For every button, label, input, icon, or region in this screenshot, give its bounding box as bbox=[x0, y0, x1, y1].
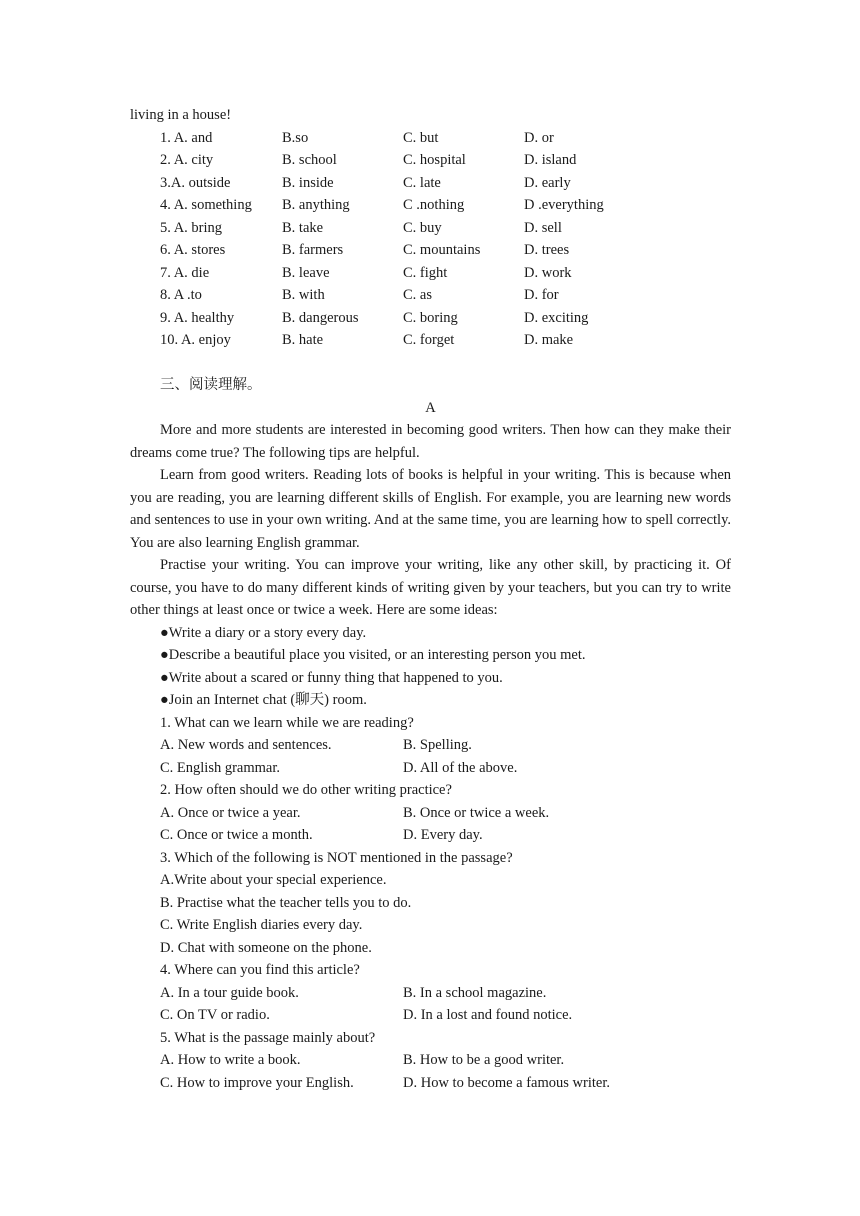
option-a: A. How to write a book. bbox=[160, 1052, 301, 1068]
cloze-options bbox=[130, 127, 731, 352]
option-b: B. take bbox=[282, 219, 324, 236]
option-c: C. late bbox=[403, 174, 441, 191]
option-a: 1. A. and bbox=[160, 129, 213, 146]
option-c: C. How to improve your English. bbox=[160, 1074, 354, 1091]
option-c: C. buy bbox=[403, 219, 442, 236]
option-b: B. Practise what the teacher tells you to do. bbox=[160, 894, 412, 911]
option-d: D. All of the above. bbox=[403, 759, 518, 776]
option-b: B. inside bbox=[282, 174, 334, 191]
paragraph: Learn from good writers. Reading lots of books is helpful in your writing. This is because when you are reading, you are learning different skills of English. For example, you are learning new words and sentences to use in your own writing. And at the same time, you are learning how to spell correctly. You are also learning English grammar. bbox=[130, 467, 731, 551]
bullet-item: ●Write about a scared or funny thing that happened to you. bbox=[160, 669, 503, 686]
option-a: A. In a tour guide book. bbox=[160, 984, 299, 1001]
option-a: 5. A. bring bbox=[160, 219, 223, 236]
question-2 bbox=[130, 779, 731, 847]
option-c: C. as bbox=[403, 287, 432, 303]
option-d: D. Every day. bbox=[403, 827, 483, 843]
bullet-item: ●Describe a beautiful place you visited, or an interesting person you met. bbox=[160, 647, 586, 663]
option-d: D. early bbox=[524, 174, 571, 191]
cloze-row bbox=[130, 149, 731, 172]
paragraph: Practise your writing. You can improve your writing, like any other skill, by practicing it. Of course, you have to do many different kinds of writing given by your teachers, but you can try to write other things at least once or twice a week. Here are some ideas: bbox=[130, 557, 731, 618]
option-c: C .nothing bbox=[403, 197, 465, 213]
option-a: A. New words and sentences. bbox=[160, 737, 332, 753]
cloze-row bbox=[130, 307, 731, 330]
option-row bbox=[130, 757, 731, 780]
option-c: C. Once or twice a month. bbox=[160, 827, 313, 843]
option-b: B. Spelling. bbox=[403, 737, 472, 753]
option-c: C. mountains bbox=[403, 242, 481, 258]
question-stem: 3. Which of the following is NOT mentioned in the passage? bbox=[160, 849, 513, 866]
cloze-row bbox=[130, 284, 731, 307]
option-c: C. but bbox=[403, 129, 439, 146]
option-a: 6. A. stores bbox=[160, 242, 226, 258]
option-b: B. anything bbox=[282, 197, 350, 213]
option-a: A. Once or twice a year. bbox=[160, 804, 301, 821]
cloze-row bbox=[130, 217, 731, 240]
option-b: B. with bbox=[282, 287, 325, 303]
option-c: C. fight bbox=[403, 264, 448, 281]
option-c: C. Write English diaries every day. bbox=[160, 917, 363, 933]
question-5 bbox=[130, 1027, 731, 1095]
option-d: D .everything bbox=[524, 197, 604, 213]
question-stem: 1. What can we learn while we are reading? bbox=[160, 714, 414, 731]
option-row bbox=[130, 734, 731, 757]
cloze-row bbox=[130, 239, 731, 262]
question-3 bbox=[130, 847, 731, 960]
option-b: B. school bbox=[282, 152, 337, 168]
spacer bbox=[130, 352, 731, 375]
option-c: C. English grammar. bbox=[160, 759, 281, 776]
option-row bbox=[130, 982, 731, 1005]
cloze-row bbox=[130, 194, 731, 217]
option-b: B. How to be a good writer. bbox=[403, 1052, 565, 1068]
passage-label: A bbox=[425, 399, 436, 416]
cloze-row bbox=[130, 329, 731, 352]
option-d: D. make bbox=[524, 332, 574, 348]
option-a: 7. A. die bbox=[160, 264, 210, 281]
option-d: D. exciting bbox=[524, 309, 589, 326]
cloze-row bbox=[130, 262, 731, 285]
option-d: D. How to become a famous writer. bbox=[403, 1074, 610, 1091]
cloze-row bbox=[130, 127, 731, 150]
option-a: 10. A. enjoy bbox=[160, 332, 231, 348]
option-b: B. In a school magazine. bbox=[403, 984, 547, 1001]
question-4 bbox=[130, 959, 731, 1027]
option-c: C. On TV or radio. bbox=[160, 1007, 270, 1023]
cloze-row bbox=[130, 172, 731, 195]
question-stem: 2. How often should we do other writing practice? bbox=[160, 782, 452, 798]
option-row bbox=[130, 1072, 731, 1095]
option-d: D. sell bbox=[524, 219, 562, 236]
option-b: B. farmers bbox=[282, 242, 344, 258]
option-a: A.Write about your special experience. bbox=[160, 872, 387, 888]
option-c: C. hospital bbox=[403, 152, 466, 168]
option-row bbox=[130, 824, 731, 847]
option-b: B. hate bbox=[282, 332, 324, 348]
option-b: B. leave bbox=[282, 264, 330, 281]
option-d: D. work bbox=[524, 264, 572, 281]
option-row bbox=[130, 1004, 731, 1027]
question-stem: 4. Where can you find this article? bbox=[160, 962, 360, 978]
option-a: 3.A. outside bbox=[160, 174, 231, 191]
bullet-item: ●Join an Internet chat (聊天) room. bbox=[160, 692, 367, 708]
option-b: B. dangerous bbox=[282, 309, 359, 326]
option-d: D. In a lost and found notice. bbox=[403, 1007, 573, 1023]
paragraph: More and more students are interested in becoming good writers. Then how can they make their dreams come true? The following tips are helpful. bbox=[130, 422, 731, 461]
option-d: D. Chat with someone on the phone. bbox=[160, 939, 372, 956]
carry-over-line: living in a house! bbox=[130, 107, 232, 123]
option-a: 2. A. city bbox=[160, 152, 214, 168]
exam-page bbox=[130, 104, 731, 1094]
option-d: D. trees bbox=[524, 242, 570, 258]
option-a: 9. A. healthy bbox=[160, 309, 235, 326]
section-heading: 三、阅读理解。 bbox=[160, 377, 262, 393]
bullet-item: ●Write a diary or a story every day. bbox=[160, 624, 367, 641]
option-b: B. Once or twice a week. bbox=[403, 804, 550, 821]
option-row bbox=[130, 1049, 731, 1072]
option-b: B.so bbox=[282, 129, 309, 146]
option-c: C. boring bbox=[403, 309, 458, 326]
option-d: D. for bbox=[524, 287, 559, 303]
question-stem: 5. What is the passage mainly about? bbox=[160, 1029, 376, 1046]
question-1 bbox=[130, 712, 731, 780]
option-d: D. or bbox=[524, 129, 554, 146]
option-c: C. forget bbox=[403, 332, 455, 348]
option-a: 4. A. something bbox=[160, 197, 252, 213]
option-d: D. island bbox=[524, 152, 577, 168]
option-a: 8. A .to bbox=[160, 287, 202, 303]
option-row bbox=[130, 802, 731, 825]
